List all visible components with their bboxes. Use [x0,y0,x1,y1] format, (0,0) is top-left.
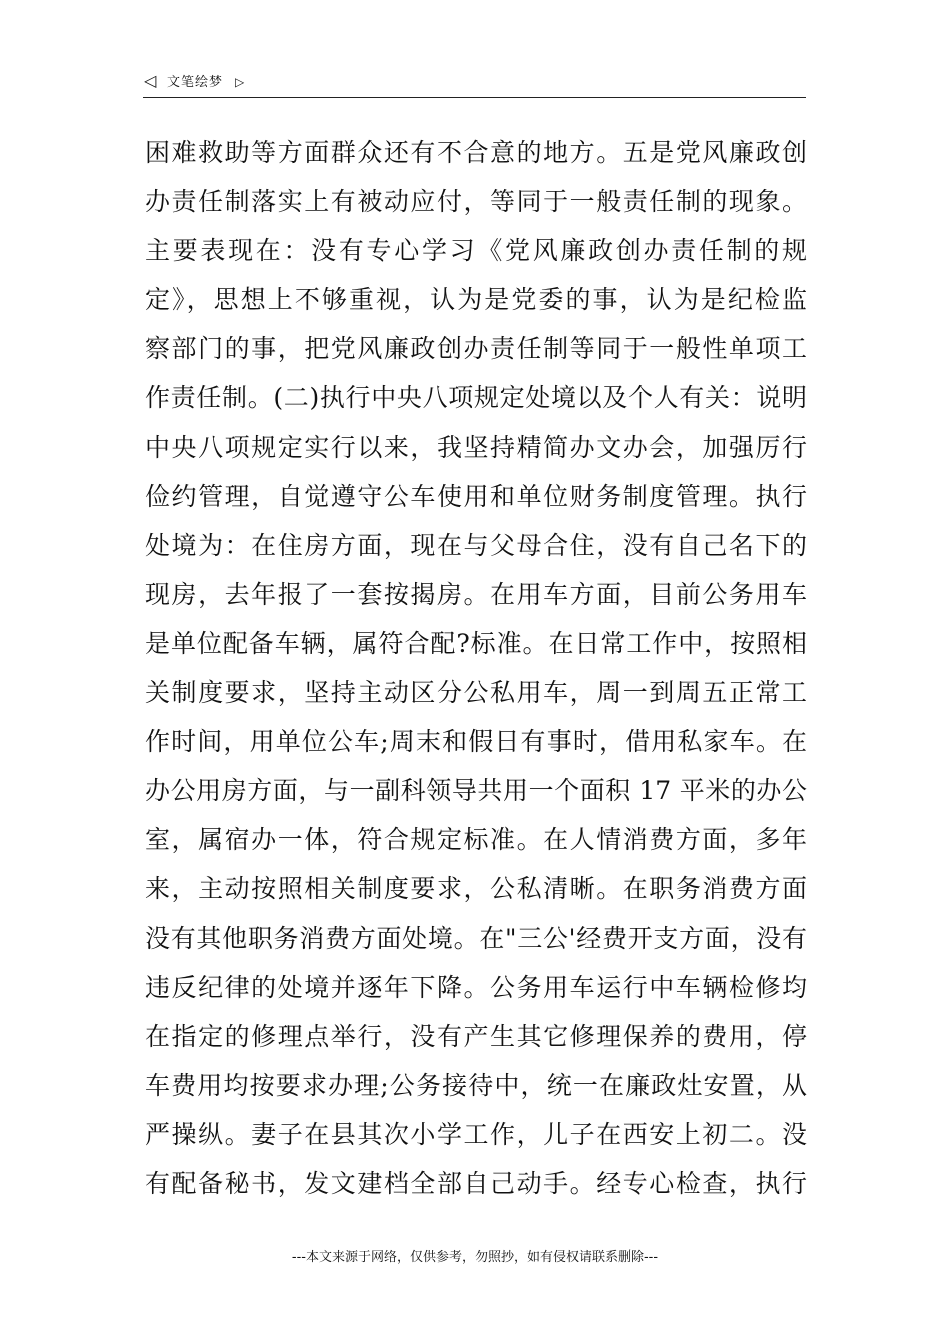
body-line: 办责任制落实上有被动应付，等同于一般责任制的现象。 [145,187,807,217]
left-triangle-icon: ◁ [144,71,157,90]
body-line: 困难救助等方面群众还有不合意的地方。五是党风廉政创 [145,138,807,167]
body-line: 有配备秘书，发文建档全部自己动手。经专心检查，执行 [145,1168,807,1198]
body-line: 车费用均按要求办理;公务接待中，统一在廉政灶安置，从 [145,1070,807,1100]
page-header [143,70,806,98]
header-divider [143,97,806,98]
body-line: 违反纪律的处境并逐年下降。公务用车运行中车辆检修均 [145,972,807,1002]
body-line: 办公用房方面，与一副科领导共用一个面积 17 平米的办公 [145,776,807,806]
body-line: 俭约管理，自觉遵守公车使用和单位财务制度管理。执行 [145,481,807,511]
body-line: 定》，思想上不够重视，认为是党委的事，认为是纪检监 [145,285,807,315]
body-line: 察部门的事，把党风廉政创办责任制等同于一般性单项工 [145,334,807,364]
body-line: 主要表现在：没有专心学习《党风廉政创办责任制的规 [145,236,807,266]
body-line: 处境为：在住房方面，现在与父母合住，没有自己名下的 [145,530,807,560]
page-footer-disclaimer: ---本文来源于网络，仅供参考，勿照抄，如有侵权请联系删除--- [291,1250,659,1265]
body-line: 作责任制。(二)执行中央八项规定处境以及个人有关：说明 [145,383,807,413]
body-line: 现房，去年报了一套按揭房。在用车方面，目前公务用车 [145,579,807,609]
body-line: 室，属宿办一体，符合规定标准。在人情消费方面，多年 [145,825,807,855]
body-line: 没有其他职务消费方面处境。在"三公'经费开支方面，没有 [145,923,807,953]
document-body [145,128,807,1208]
body-line: 严操纵。妻子在县其次小学工作，儿子在西安上初二。没 [145,1119,807,1149]
body-line: 关制度要求，坚持主动区分公私用车，周一到周五正常工 [145,678,807,708]
header-title: 文笔绘梦 [167,75,224,90]
right-triangle-icon: ▷ [235,75,245,89]
body-line: 是单位配备车辆，属符合配?标准。在日常工作中，按照相 [145,628,807,658]
body-line: 来，主动按照相关制度要求，公私清晰。在职务消费方面 [145,874,807,904]
body-line: 中央八项规定实行以来，我坚持精简办文办会，加强厉行 [145,432,807,462]
body-line: 作时间，用单位公车;周末和假日有事时，借用私家车。在 [145,727,807,757]
body-line: 在指定的修理点举行，没有产生其它修理保养的费用，停 [145,1021,807,1051]
